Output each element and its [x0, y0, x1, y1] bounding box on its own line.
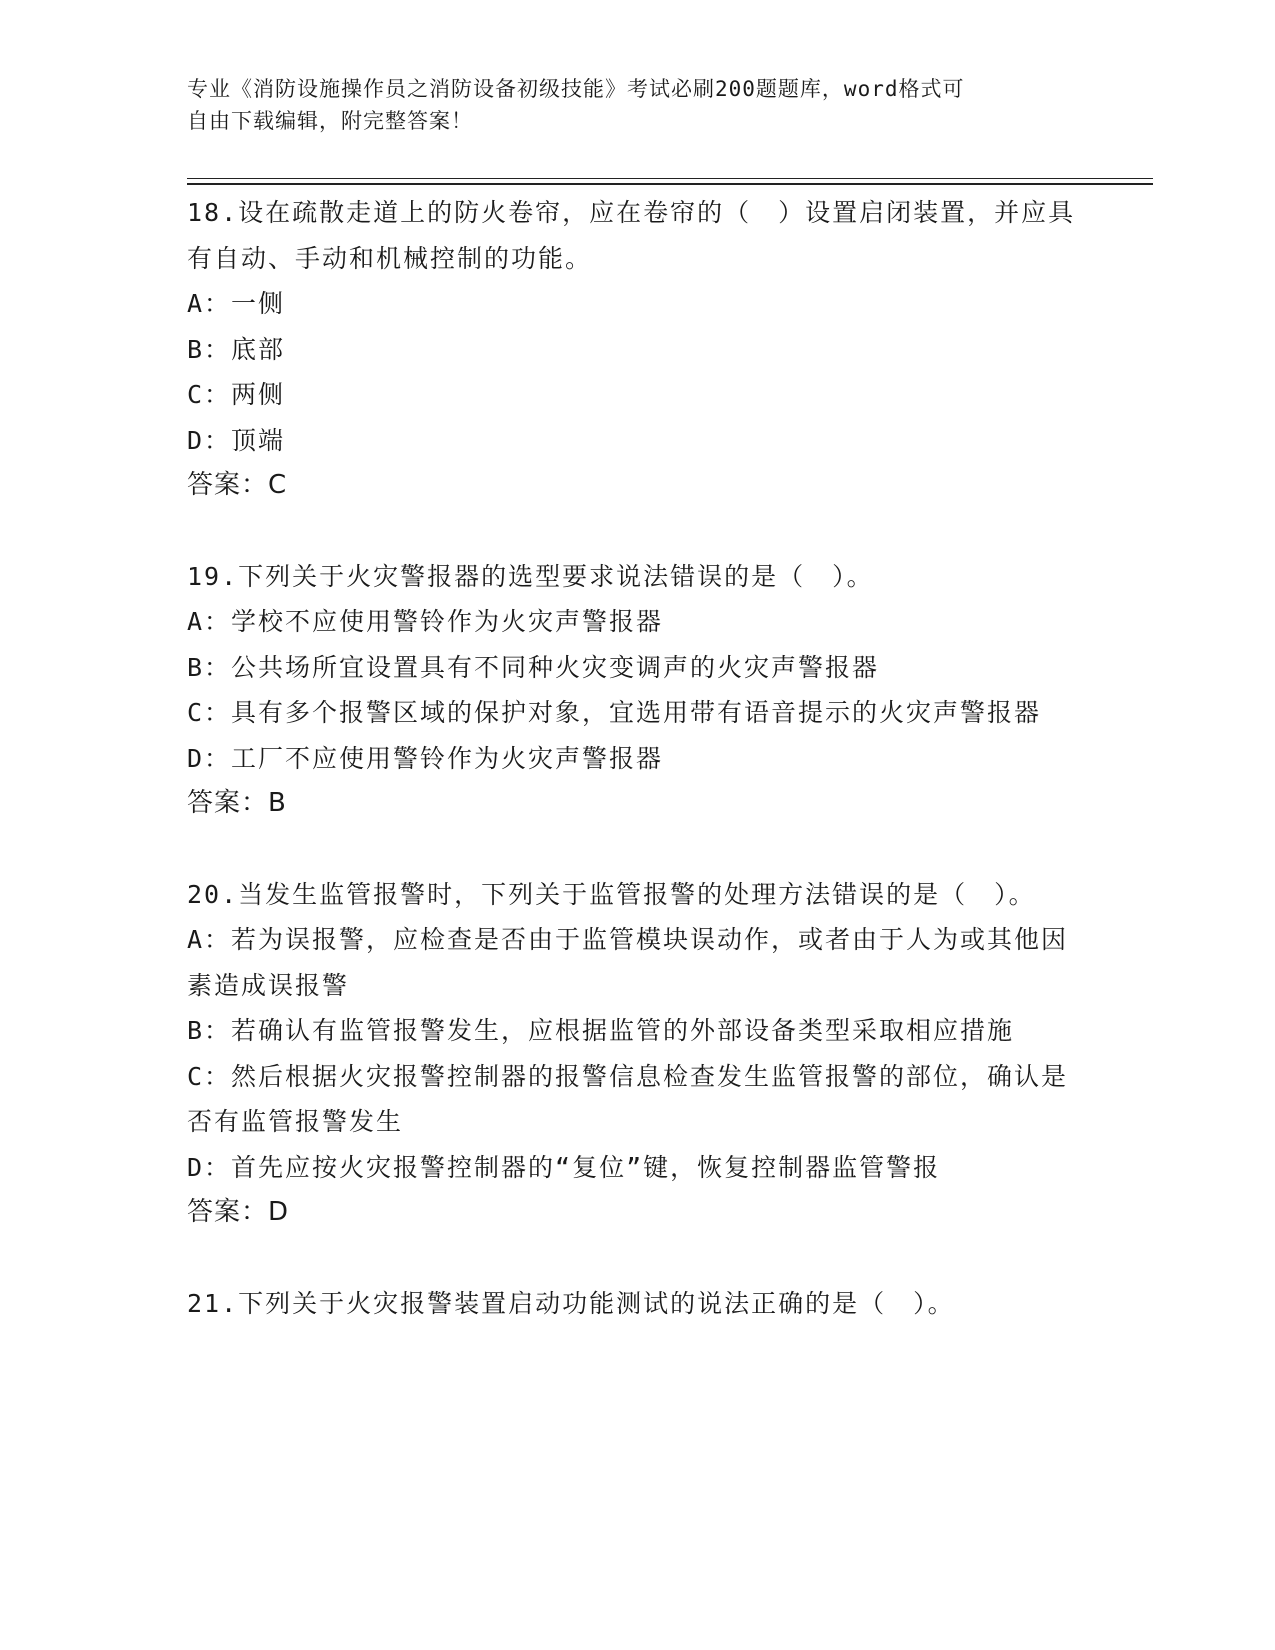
option-b: B：公共场所宜设置具有不同种火灾变调声的火灾声警报器	[187, 652, 880, 682]
question-18	[187, 190, 1087, 509]
answer-line: 答案：D	[187, 1197, 290, 1227]
option-c: C：然后根据火灾报警控制器的报警信息检查发生监管报警的部位，确认是否有监管报警发生	[187, 1061, 1069, 1136]
option-a: A：若为误报警，应检查是否由于监管模块误动作，或者由于人为或其他因素造成误报警	[187, 925, 1069, 1000]
option-a: A：学校不应使用警铃作为火灾声警报器	[187, 607, 664, 636]
option-c: C：两侧	[187, 380, 286, 409]
question-stem: 21.下列关于火灾报警装置启动功能测试的说法正确的是（ ）。	[187, 1288, 955, 1318]
answer-line: 答案：C	[187, 470, 288, 500]
option-c: C：具有多个报警区域的保护对象，宜选用带有语音提示的火灾声警报器	[187, 698, 1042, 727]
answer-line: 答案：B	[187, 788, 287, 818]
document-header	[187, 73, 1067, 137]
header-line-2: 自由下载编辑，附完整答案！	[187, 109, 473, 133]
question-spacer	[187, 827, 1087, 872]
header-line-1: 专业《消防设施操作员之消防设备初级技能》考试必刷200题题库，word格式可	[187, 77, 965, 101]
option-d: D：顶端	[187, 425, 286, 455]
question-stem: 18.设在疏散走道上的防火卷帘，应在卷帘的（ ）设置启闭装置，并应具有自动、手动和机械控制的功能。	[187, 198, 1076, 273]
option-b: B：若确认有监管报警发生，应根据监管的外部设备类型采取相应措施	[187, 1016, 1015, 1045]
question-spacer	[187, 509, 1087, 554]
question-21	[187, 1281, 1087, 1327]
question-19	[187, 554, 1087, 827]
option-b: B：底部	[187, 334, 286, 364]
header-divider-thick	[187, 183, 1153, 185]
option-a: A：一侧	[187, 289, 286, 318]
question-stem: 19.下列关于火灾警报器的选型要求说法错误的是（ ）。	[187, 561, 874, 591]
header-divider-thin	[187, 178, 1153, 179]
question-20	[187, 872, 1087, 1236]
question-spacer	[187, 1236, 1087, 1281]
option-d: D：工厂不应使用警铃作为火灾声警报器	[187, 743, 664, 773]
question-stem: 20.当发生监管报警时，下列关于监管报警的处理方法错误的是（ ）。	[187, 879, 1036, 909]
option-d: D：首先应按火灾报警控制器的“复位”键，恢复控制器监管警报	[187, 1152, 941, 1182]
question-list	[187, 190, 1087, 1326]
